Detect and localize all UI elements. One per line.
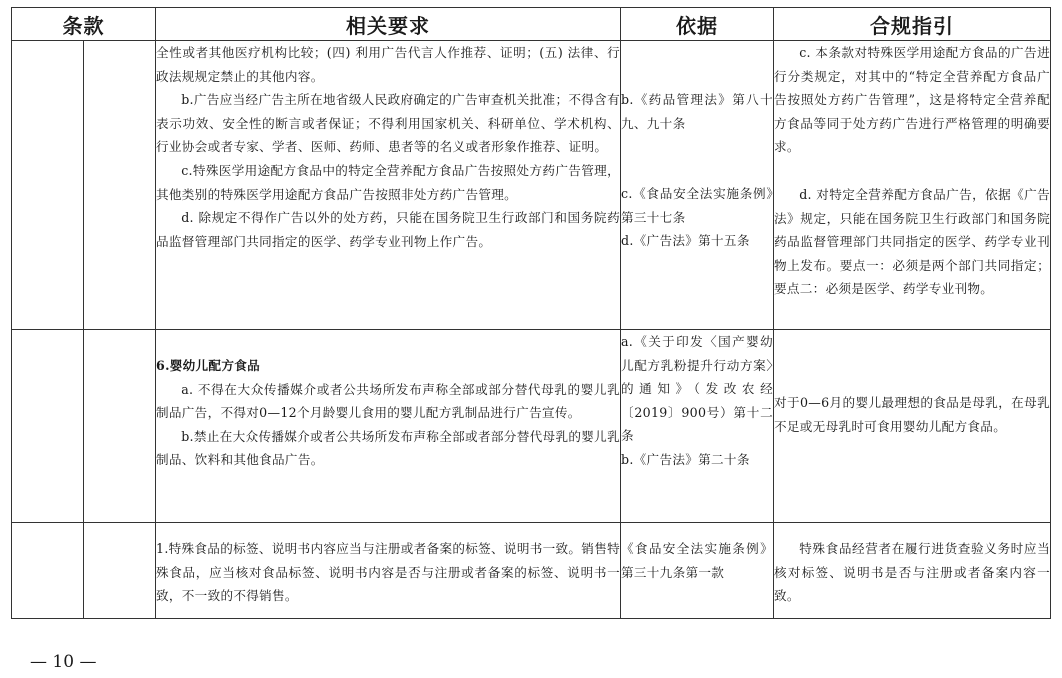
table-row <box>12 41 1051 330</box>
clause-cell <box>12 330 84 523</box>
guide-text: d. 对特定全营养配方食品广告，依据《广告法》规定，只能在国务院卫生行政部门和国务院药品监督管理部门共同指定的医学、药学专业刊物上发布。要点一：必须是两个部门共同指定；要点二：必须是医学、药学专业刊物。 <box>774 186 1050 297</box>
basis-text: b.《药品管理法》第八十九、九十条 <box>621 92 773 131</box>
page-number: — 10 — <box>30 652 97 672</box>
basis-text: d.《广告法》第十五条 <box>621 233 750 249</box>
guide-cell <box>774 523 1051 619</box>
basis-text: c.《食品安全法实施条例》第三十七条 <box>621 186 773 225</box>
guide-text: 特殊食品经营者在履行进货查验义务时应当核对标签、说明书是否与注册或者备案内容一致。 <box>774 541 1050 604</box>
header-guide: 合规指引 <box>774 8 1051 41</box>
subclause-cell <box>84 523 156 619</box>
basis-cell <box>621 330 774 523</box>
table-row <box>12 523 1051 619</box>
guide-text: c. 本条款对特殊医学用途配方食品的广告进行分类规定，对其中的“特定全营养配方食品广告按照处方药广告管理”，这是将特定全营养配方食品等同于处方药广告进行严格管理的明确要求。 <box>774 45 1050 155</box>
header-basis: 依据 <box>621 8 774 41</box>
requirement-cell <box>156 41 621 330</box>
header-clause: 条款 <box>12 8 156 41</box>
basis-text: a.《关于印发〈国产婴幼儿配方乳粉提升行动方案〉的通知》（发改农经〔2019〕900号）第十二条 <box>621 334 773 444</box>
requirement-cell <box>156 523 621 619</box>
table-row <box>12 330 1051 523</box>
basis-text: b.《广告法》第二十条 <box>621 451 750 467</box>
basis-cell <box>621 41 774 330</box>
header-row <box>12 8 1051 41</box>
requirement-text: c.特殊医学用途配方食品中的特定全营养配方食品广告按照处方药广告管理，其他类别的特殊医学用途配方食品广告按照非处方药广告管理。 <box>156 162 620 202</box>
requirement-text: 1.特殊食品的标签、说明书内容应当与注册或者备案的标签、说明书一致。销售特殊食品，应当核对食品标签、说明书内容是否与注册或者备案的标签、说明书一致，不一致的不得销售。 <box>156 541 620 604</box>
basis-text: 《食品安全法实施条例》第三十九条第一款 <box>621 541 773 580</box>
requirement-text: d. 除规定不得作广告以外的处方药，只能在国务院卫生行政部门和国务院药品监督管理部门共同指定的医学、药学专业刊物上作广告。 <box>156 210 620 249</box>
header-requirement: 相关要求 <box>156 8 621 41</box>
subclause-cell <box>84 41 156 330</box>
guide-cell <box>774 330 1051 523</box>
basis-cell <box>621 523 774 619</box>
requirement-text: b.禁止在大众传播媒介或者公共场所发布声称全部或者部分替代母乳的婴儿乳制品、饮料和其他食品广告。 <box>156 428 620 468</box>
subclause-cell <box>84 330 156 523</box>
section-title: 6.婴幼儿配方食品 <box>156 358 261 373</box>
requirement-text: a. 不得在大众传播媒介或者公共场所发布声称全部或部分替代母乳的婴儿乳制品广告，不得对0—12个月龄婴儿食用的婴儿配方乳制品进行广告宣传。 <box>156 381 620 421</box>
clause-cell <box>12 41 84 330</box>
requirement-text: 全性或者其他医疗机构比较；(四) 利用广告代言人作推荐、证明；(五) 法律、行政法规规定禁止的其他内容。 <box>156 45 620 84</box>
regulation-table <box>11 7 1051 619</box>
guide-text: 对于0—6月的婴儿最理想的食品是母乳，在母乳不足或无母乳时可食用婴幼儿配方食品。 <box>774 395 1050 434</box>
requirement-text: b.广告应当经广告主所在地省级人民政府确定的广告审查机关批准；不得含有表示功效、安全性的断言或者保证；不得利用国家机关、科研单位、学术机构、行业协会或者专家、学者、医师、药师、患者等的名义或者形象作推荐、证明。 <box>156 92 620 155</box>
requirement-cell <box>156 330 621 523</box>
guide-cell <box>774 41 1051 330</box>
clause-cell <box>12 523 84 619</box>
